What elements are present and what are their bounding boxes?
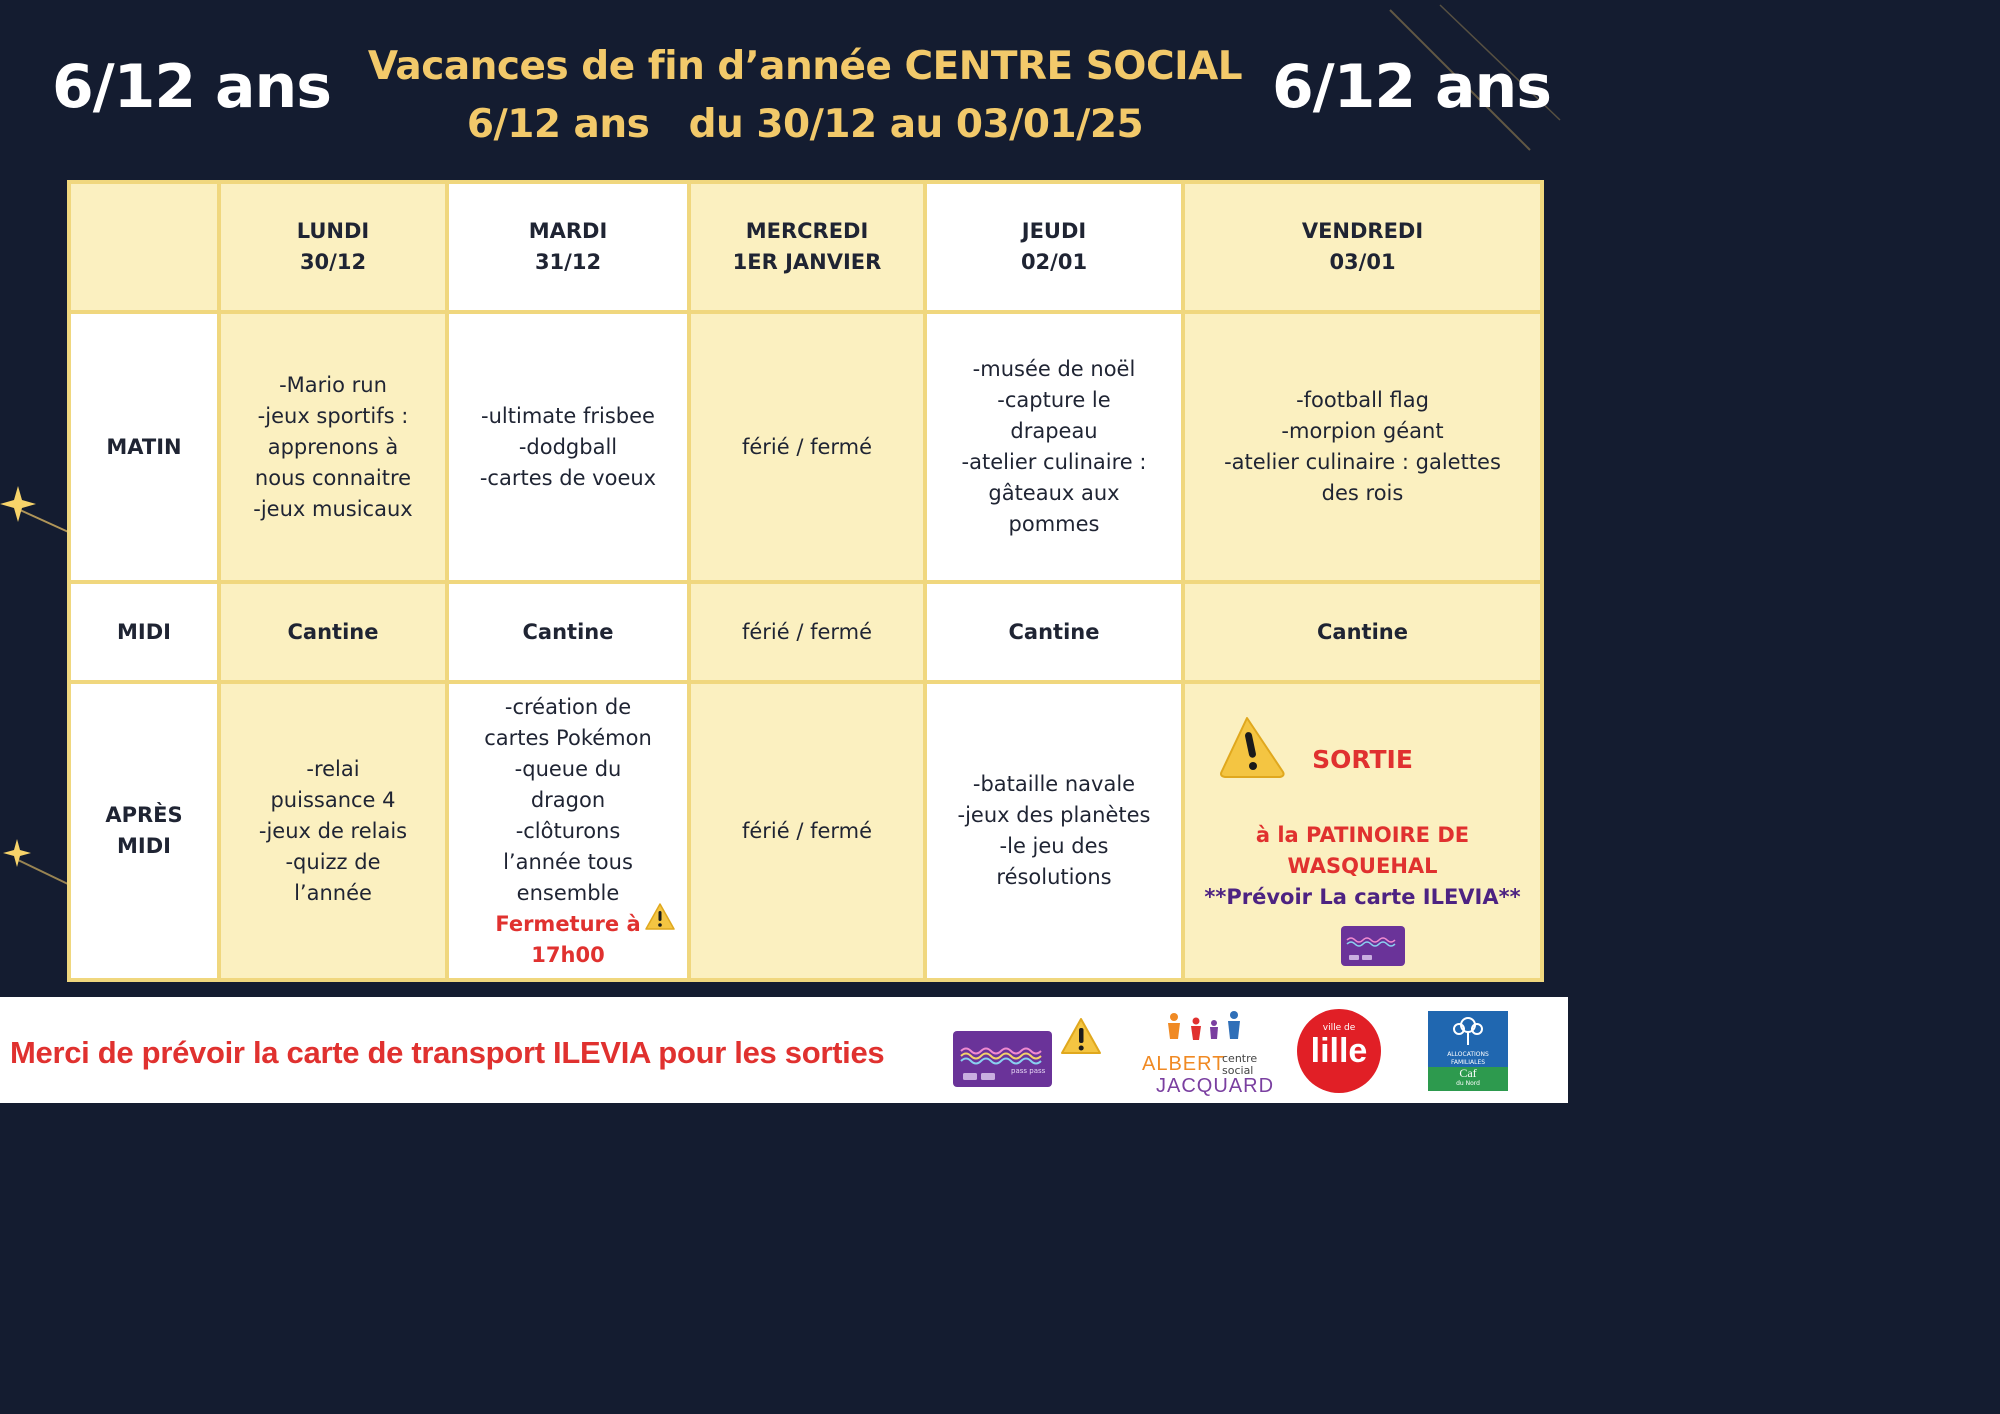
pass-card-image — [1341, 926, 1405, 966]
day-date: 1ER JANVIER — [732, 250, 882, 274]
matin-row — [69, 312, 1542, 582]
matin-jeudi-cell — [925, 312, 1183, 582]
activity-line: -atelier culinaire : — [961, 450, 1147, 474]
tree-icon — [1448, 1015, 1488, 1047]
pass-card-label: pass pass — [1011, 1067, 1046, 1075]
activity-line: dragon — [530, 787, 606, 812]
activity-line: apprenons à — [267, 434, 399, 459]
pass-card-image — [953, 1031, 1052, 1087]
closing-time-note: Fermeture à 17h00 — [495, 911, 641, 967]
logo-text: social — [1222, 1064, 1254, 1077]
caf-logo — [1428, 1011, 1508, 1091]
logo-text: FAMILIALES — [1450, 1059, 1486, 1066]
row-label-midi: MIDI — [69, 582, 219, 682]
albert-jacquard-logo — [1142, 1009, 1275, 1099]
logo-text: Caf — [1459, 1066, 1477, 1080]
day-name: MERCREDI — [745, 219, 869, 243]
midi-lundi-cell: Cantine — [219, 582, 447, 682]
day-header-vendredi — [1183, 182, 1542, 312]
row-label-line: MIDI — [117, 834, 171, 858]
activity-line: -Mario run — [279, 372, 387, 397]
ilevia-card-reminder: **Prévoir La carte ILEVIA** — [1204, 885, 1521, 909]
day-date: 03/01 — [1329, 250, 1396, 274]
matin-vendredi-cell — [1183, 312, 1542, 582]
row-label-line: APRÈS — [105, 803, 183, 827]
midi-jeudi-cell: Cantine — [925, 582, 1183, 682]
activity-line: puissance 4 — [270, 787, 396, 812]
activity-line: -atelier culinaire : galettes — [1224, 450, 1501, 474]
apres-midi-mardi-cell — [447, 682, 689, 980]
apres-midi-mercredi-closed: férié / fermé — [689, 682, 925, 980]
logo-text: ville de — [1322, 1023, 1356, 1033]
activity-line: -capture le — [997, 388, 1111, 412]
day-date: 30/12 — [299, 250, 367, 274]
footer-banner — [0, 997, 1568, 1103]
activity-line: -quizz de — [285, 849, 381, 874]
age-label-left: 6/12 ans — [52, 52, 331, 122]
activity-line: -bataille navale — [972, 772, 1136, 796]
activity-line: nous connaitre — [254, 465, 412, 490]
activity-line: -jeux de relais — [258, 818, 408, 843]
activity-line: -dodgball — [518, 434, 618, 459]
warning-icon — [645, 903, 675, 930]
activity-line: -clôturons — [515, 818, 621, 843]
logo-text: ALBERT — [1142, 1053, 1226, 1075]
activity-line: -morpion géant — [1281, 419, 1444, 443]
activity-line: -football flag — [1296, 388, 1429, 412]
outing-destination-line: WASQUEHAL — [1287, 854, 1438, 878]
page-title — [330, 38, 1280, 154]
title-line-1: Vacances de fin d’année CENTRE SOCIAL — [367, 44, 1243, 89]
activity-line: -le jeu des — [999, 834, 1109, 858]
activity-line: -jeux des planètes — [957, 803, 1151, 827]
day-header-lundi — [219, 182, 447, 312]
midi-mercredi-closed: férié / fermé — [689, 582, 925, 682]
activity-line: des rois — [1321, 481, 1404, 505]
row-label-matin: MATIN — [69, 312, 219, 582]
activity-line: -jeux musicaux — [253, 496, 413, 521]
activity-line: drapeau — [1010, 419, 1098, 443]
activity-line: -musée de noël — [972, 357, 1136, 381]
day-name: JEUDI — [1021, 219, 1087, 243]
activity-line: ensemble — [516, 880, 620, 905]
outing-destination-line: à la PATINOIRE DE — [1255, 823, 1470, 847]
day-name: VENDREDI — [1301, 219, 1424, 243]
activity-line: -cartes de voeux — [479, 465, 657, 490]
midi-mardi-cell: Cantine — [447, 582, 689, 682]
logo-text: du Nord — [1456, 1080, 1480, 1087]
matin-mardi-cell — [447, 312, 689, 582]
day-header-mardi — [447, 182, 689, 312]
midi-row — [69, 582, 1542, 682]
activity-line: résolutions — [996, 865, 1112, 889]
apres-midi-row — [69, 682, 1542, 980]
age-label-right: 6/12 ans — [1272, 52, 1551, 122]
activity-line: l’année tous — [503, 849, 633, 874]
ville-de-lille-logo — [1297, 1009, 1381, 1093]
day-date: 02/01 — [1020, 250, 1088, 274]
day-name: MARDI — [528, 219, 608, 243]
schedule-table — [67, 180, 1544, 982]
day-header-mercredi — [689, 182, 925, 312]
logo-text: JACQUARD — [1156, 1075, 1275, 1097]
activity-line: -création de — [504, 694, 632, 719]
apres-midi-lundi-cell — [219, 682, 447, 980]
table-header-row — [69, 182, 1542, 312]
warning-icon — [1060, 1017, 1102, 1055]
apres-midi-jeudi-cell — [925, 682, 1183, 980]
logo-text: lille — [1310, 1032, 1368, 1070]
activity-line: -jeux sportifs : — [257, 403, 409, 428]
activity-line: gâteaux aux — [988, 481, 1120, 505]
outing-title: SORTIE — [1312, 745, 1413, 774]
midi-vendredi-cell: Cantine — [1183, 582, 1542, 682]
activity-line: -relai — [306, 756, 360, 781]
activity-line: pommes — [1008, 512, 1100, 536]
logo-text: centre — [1222, 1052, 1258, 1065]
logo-text: ALLOCATIONS — [1447, 1051, 1489, 1058]
day-date: 31/12 — [534, 250, 602, 274]
matin-lundi-cell — [219, 312, 447, 582]
matin-mercredi-closed: férié / fermé — [689, 312, 925, 582]
activity-line: -queue du — [514, 756, 622, 781]
empty-corner-cell — [69, 182, 219, 312]
footer-transport-reminder: Merci de prévoir la carte de transport ILEVIA pour les sorties — [10, 1035, 885, 1070]
title-line-2: 6/12 ans du 30/12 au 03/01/25 — [466, 102, 1144, 147]
apres-midi-vendredi-cell — [1183, 682, 1542, 980]
day-header-jeudi — [925, 182, 1183, 312]
day-name: LUNDI — [296, 219, 370, 243]
row-label-apres-midi — [69, 682, 219, 980]
activity-line: -ultimate frisbee — [481, 403, 655, 428]
activity-line: cartes Pokémon — [484, 725, 652, 750]
activity-line: l’année — [294, 880, 372, 905]
